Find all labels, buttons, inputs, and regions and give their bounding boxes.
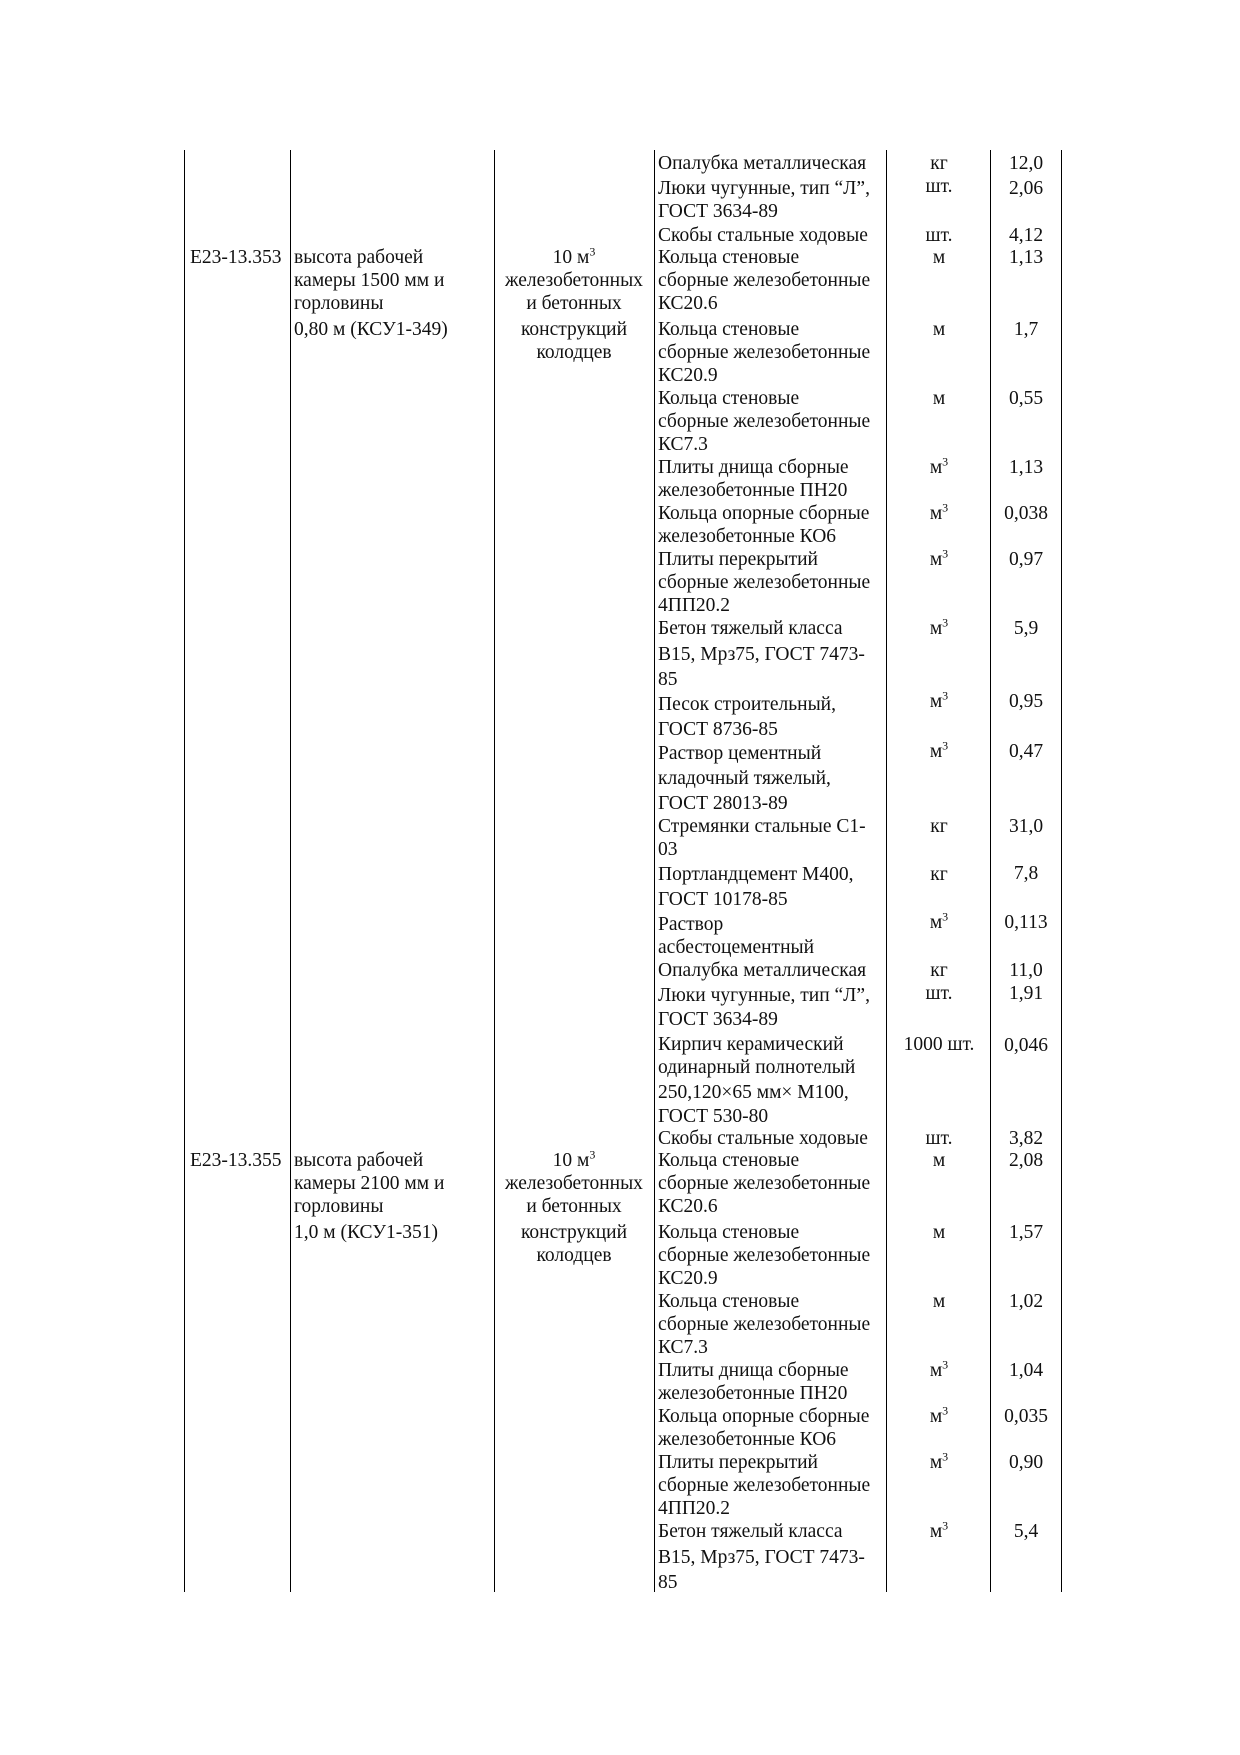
material-value: 5,4 [1013,1521,1039,1542]
material-unit: м [932,388,946,409]
material-name: 4ПП20.2 [658,1498,731,1519]
table-border-col5 [886,150,887,1592]
material-name: КС20.9 [658,1268,718,1289]
material-name: Опалубка металлическая [658,153,867,174]
material-name: Плиты перекрытий [658,1452,818,1473]
material-name: Плиты перекрытий [658,549,818,570]
material-unit: $м^3$ [929,546,949,570]
material-name: Песок строительный, [658,694,836,715]
material-value: 2,08 [1008,1150,1044,1171]
material-value: 4,12 [1008,225,1044,246]
material-unit: шт. [925,225,953,246]
material-unit: шт. [925,983,953,1004]
material-value: 2,06 [1008,178,1044,199]
material-name: железобетонные ПН20 [658,480,848,501]
material-value: 0,90 [1008,1452,1044,1473]
material-value: 1,57 [1008,1222,1044,1243]
material-name: ГОСТ 8736-85 [658,719,778,740]
material-unit: м [932,1291,946,1312]
group-description: 0,80 м (КСУ1-349) [294,319,448,340]
group-description: горловины [294,293,384,314]
material-name: Плиты днища сборные [658,1360,849,1381]
material-unit: $м^3$ [929,1518,949,1542]
material-unit: $м^3$ [929,688,949,712]
material-value: 0,55 [1008,388,1044,409]
material-value: 0,95 [1008,691,1044,712]
material-unit: кг [930,816,948,837]
material-name: ГОСТ 28013-89 [658,793,788,814]
material-name: сборные железобетонные [658,1475,871,1496]
group-measure: железобетонных [505,1173,643,1194]
material-value: 1,91 [1008,983,1044,1004]
group-measure: колодцев [536,342,612,363]
material-name: Кольца стеновые [658,247,800,268]
material-name: Скобы стальные ходовые [658,1128,868,1149]
group-description: камеры 2100 мм и [294,1173,445,1194]
material-unit: $м^3$ [929,454,949,478]
material-name: Кольца опорные сборные [658,1406,870,1427]
material-value: 31,0 [1008,816,1044,837]
group-measure: колодцев [536,1245,612,1266]
material-name: 85 [658,1572,678,1593]
material-name: 85 [658,669,678,690]
material-value: 0,47 [1008,741,1044,762]
material-value: 0,97 [1008,549,1044,570]
material-name: железобетонные ПН20 [658,1383,848,1404]
material-name: одинарный полнотелый [658,1057,856,1078]
material-name: Раствор [658,914,724,935]
material-value: 0,113 [1004,912,1048,933]
material-unit: м [932,1222,946,1243]
material-name: В15, Мрз75, ГОСТ 7473- [658,644,865,665]
material-name: Кольца стеновые [658,1150,800,1171]
material-unit: $м^3$ [929,1357,949,1381]
material-name: Кирпич керамический [658,1034,844,1055]
table-border-col2 [290,150,291,1592]
material-value: 1,13 [1008,457,1044,478]
material-unit: $м^3$ [929,738,949,762]
group-measure: конструкций [520,1222,628,1243]
material-name: Стремянки стальные С1- [658,816,866,837]
material-name: сборные железобетонные [658,1314,871,1335]
material-value: 1,02 [1008,1291,1044,1312]
material-value: 1,04 [1008,1360,1044,1381]
material-name: сборные железобетонные [658,411,871,432]
group-description: высота рабочей [294,247,424,268]
table-border-left [184,150,185,1592]
material-unit: $м^3$ [929,1403,949,1427]
material-name: Раствор цементный [658,743,822,764]
group-measure: конструкций [520,319,628,340]
material-name: Люки чугунные, тип “Л”, [658,178,870,199]
group-measure: и бетонных [526,1196,622,1217]
material-value: 11,0 [1009,960,1043,981]
material-unit: м [932,247,946,268]
material-value: 12,0 [1008,153,1044,174]
material-unit: $м^3$ [929,909,949,933]
material-name: 03 [658,839,678,860]
material-name: Люки чугунные, тип “Л”, [658,985,870,1006]
material-name: КС20.6 [658,293,718,314]
group-description: высота рабочей [294,1150,424,1171]
material-unit: шт. [925,176,953,197]
material-value: 0,035 [1004,1406,1048,1427]
material-name: кладочный тяжелый, [658,768,831,789]
material-unit: $м^3$ [929,615,949,639]
material-name: асбестоцементный [658,937,815,958]
material-name: В15, Мрз75, ГОСТ 7473- [658,1547,865,1568]
material-name: сборные железобетонные [658,1173,871,1194]
material-name: Кольца стеновые [658,319,800,340]
material-name: Кольца опорные сборные [658,503,870,524]
material-value: 1,13 [1008,247,1044,268]
group-measure: и бетонных [526,293,622,314]
material-name: КС20.9 [658,365,718,386]
material-value: 0,046 [1004,1035,1048,1056]
material-value: 7,8 [1013,863,1039,884]
material-name: 4ПП20.2 [658,595,731,616]
group-measure: железобетонных [505,270,643,291]
material-name: ГОСТ 3634-89 [658,1009,778,1030]
material-name: железобетонные КО6 [658,526,837,547]
material-unit: кг [930,960,948,981]
material-name: 250,120×65 мм× М100, [658,1082,849,1103]
material-name: сборные железобетонные [658,1245,871,1266]
material-unit: $м^3$ [929,1449,949,1473]
material-value: 0,038 [1004,503,1048,524]
material-name: КС7.3 [658,434,708,455]
material-value: 1,7 [1013,319,1039,340]
material-name: ГОСТ 10178-85 [658,889,788,910]
material-name: Кольца стеновые [658,388,800,409]
material-unit: кг [930,153,948,174]
material-name: сборные железобетонные [658,572,871,593]
group-measure: 10 $м^3$ [552,1147,596,1171]
material-name: ГОСТ 530-80 [658,1106,769,1127]
material-name: сборные железобетонные [658,342,871,363]
material-unit: кг [930,864,948,885]
material-name: КС7.3 [658,1337,708,1358]
material-value: 3,82 [1008,1128,1044,1149]
material-name: Бетон тяжелый класса [658,618,843,639]
material-name: Кольца стеновые [658,1291,800,1312]
material-name: ГОСТ 3634-89 [658,201,778,222]
material-name: Плиты днища сборные [658,457,849,478]
table-border-col3 [494,150,495,1592]
material-name: Опалубка металлическая [658,960,867,981]
material-name: Кольца стеновые [658,1222,800,1243]
material-name: железобетонные КО6 [658,1429,837,1450]
group-description: 1,0 м (КСУ1-351) [294,1222,439,1243]
material-unit: 1000 шт. [903,1034,975,1055]
material-unit: шт. [925,1128,953,1149]
material-name: КС20.6 [658,1196,718,1217]
group-measure: 10 $м^3$ [552,244,596,268]
material-name: Скобы стальные ходовые [658,225,868,246]
material-unit: м [932,319,946,340]
table-border-col4 [654,150,655,1592]
material-unit: м [932,1150,946,1171]
material-name: Портландцемент М400, [658,864,854,885]
table-border-col6 [990,150,991,1592]
material-unit: $м^3$ [929,500,949,524]
table-border-right [1061,150,1062,1592]
material-name: сборные железобетонные [658,270,871,291]
material-value: 5,9 [1013,618,1039,639]
group-code: Е23-13.355 [190,1150,282,1171]
group-code: Е23-13.353 [190,247,282,268]
group-description: камеры 1500 мм и [294,270,445,291]
material-name: Бетон тяжелый класса [658,1521,843,1542]
group-description: горловины [294,1196,384,1217]
